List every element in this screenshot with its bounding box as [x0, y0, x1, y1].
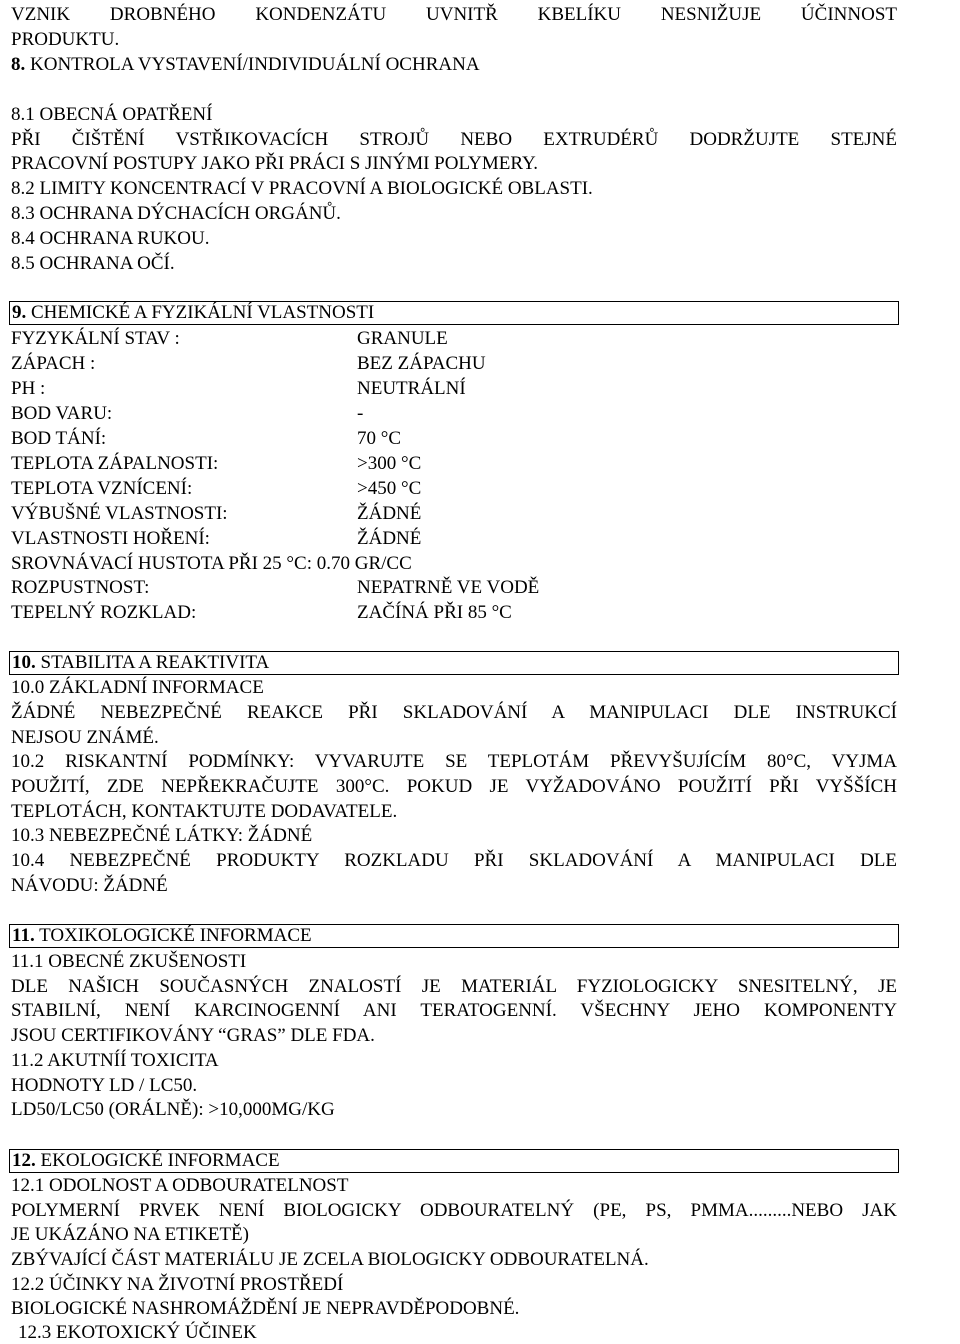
property-value: ŽÁDNÉ: [357, 528, 422, 549]
section-10-heading: 10. STABILITA A REAKTIVITA: [9, 651, 899, 675]
s10-text-line: TEPLOTÁCH, KONTAKTUJTE DODAVATELE.: [11, 801, 398, 822]
section-12-heading: 12. EKOLOGICKÉ INFORMACE: [9, 1149, 899, 1173]
property-value: 70 °C: [357, 428, 402, 449]
s12-text-line: JE UKÁZÁNO NA ETIKETĚ): [11, 1224, 249, 1245]
property-label: BOD VARU:: [11, 403, 113, 424]
property-label: TEPLOTA ZÁPALNOSTI:: [11, 453, 219, 474]
s10-text-line: 10.4 NEBEZPEČNÉ PRODUKTY ROZKLADU PŘI SKLADOVÁNÍ A MANIPULACI DLE: [11, 850, 897, 871]
s11-text-line: HODNOTY LD / LC50.: [11, 1075, 198, 1096]
s11-text-line: JSOU CERTIFIKOVÁNY “GRAS” DLE FDA.: [11, 1025, 375, 1046]
s7-text-line: PRODUKTU.: [11, 29, 120, 50]
s12-text-line: POLYMERNÍ PRVEK NENÍ BIOLOGICKY ODBOURATELNÝ (PE, PS, PMMA.........NEBO JAK: [11, 1200, 897, 1221]
s10-text-line: NEJSOU ZNÁMÉ.: [11, 727, 159, 748]
s11-text-line: LD50/LC50 (ORÁLNĚ): >10,000MG/KG: [11, 1099, 335, 1120]
property-label: ZÁPACH :: [11, 353, 96, 374]
property-value: BEZ ZÁPACHU: [357, 353, 486, 374]
property-label: PH :: [11, 378, 46, 399]
s12-text-line: ZBÝVAJÍCÍ ČÁST MATERIÁLU JE ZCELA BIOLOGICKY ODBOURATELNÁ.: [11, 1249, 649, 1270]
section-11-heading: 11. TOXIKOLOGICKÉ INFORMACE: [9, 924, 899, 948]
property-value: ŽÁDNÉ: [357, 503, 422, 524]
s12-subheading: 12.2 ÚČINKY NA ŽIVOTNÍ PROSTŘEDÍ: [11, 1274, 344, 1295]
s10-text-line: POUŽITÍ, ZDE NEPŘEKRAČUJTE 300°C. POKUD JE VYŽADOVÁNO POUŽITÍ PŘI VYŠŠÍCH: [11, 776, 897, 797]
s10-subheading: 10.0 ZÁKLADNÍ INFORMACE: [11, 677, 264, 698]
s12-subheading: 12.1 ODOLNOST A ODBOURATELNOST: [11, 1175, 349, 1196]
s10-subheading: 10.3 NEBEZPEČNÉ LÁTKY: ŽÁDNÉ: [11, 825, 313, 846]
property-label: BOD TÁNÍ:: [11, 428, 107, 449]
s10-text-line: ŽÁDNÉ NEBEZPEČNÉ REAKCE PŘI SKLADOVÁNÍ A MANIPULACI DLE INSTRUKCÍ: [11, 702, 897, 723]
property-label: TEPLOTA VZNÍCENÍ:: [11, 478, 193, 499]
s11-text-line: DLE NAŠICH SOUČASNÝCH ZNALOSTÍ JE MATERIÁL FYZIOLOGICKY SNESITELNÝ, JE: [11, 976, 897, 997]
section-8-heading: 8. KONTROLA VYSTAVENÍ/INDIVIDUÁLNÍ OCHRANA: [11, 54, 480, 75]
s7-text-line: VZNIK DROBNÉHO KONDENZÁTU UVNITŘ KBELÍKU NESNIŽUJE ÚČINNOST: [11, 4, 897, 25]
s8-subheading: 8.3 OCHRANA DÝCHACÍCH ORGÁNŮ.: [11, 203, 341, 224]
property-value: NEPATRNĚ VE VODĚ: [357, 577, 540, 598]
s8-text-line: PŘI ČIŠTĚNÍ VSTŘIKOVACÍCH STROJŮ NEBO EXTRUDÉRŮ DODRŽUJTE STEJNÉ: [11, 129, 897, 150]
s11-subheading: 11.1 OBECNÉ ZKUŠENOSTI: [11, 951, 247, 972]
property-value: >300 °C: [357, 453, 422, 474]
s8-text-line: PRACOVNÍ POSTUPY JAKO PŘI PRÁCI S JINÝMI POLYMERY.: [11, 153, 539, 174]
property-value: >450 °C: [357, 478, 422, 499]
s8-subheading: 8.5 OCHRANA OČÍ.: [11, 253, 175, 274]
property-value: -: [357, 403, 364, 424]
s8-subheading: 8.2 LIMITY KONCENTRACÍ V PRACOVNÍ A BIOLOGICKÉ OBLASTI.: [11, 178, 593, 199]
s11-text-line: STABILNÍ, NENÍ KARCINOGENNÍ ANI TERATOGENNÍ. VŠECHNY JEHO KOMPONENTY: [11, 1000, 897, 1021]
s10-text-line: 10.2 RISKANTNÍ PODMÍNKY: VYVARUJTE SE TEPLOTÁM PŘEVYŠUJÍCÍM 80°C, VYJMA: [11, 751, 897, 772]
property-label: ROZPUSTNOST:: [11, 577, 150, 598]
density-line: SROVNÁVACÍ HUSTOTA PŘI 25 °C: 0.70 GR/CC: [11, 553, 412, 574]
property-label: VLASTNOSTI HOŘENÍ:: [11, 528, 210, 549]
property-label: TEPELNÝ ROZKLAD:: [11, 602, 197, 623]
s12-subheading: 12.3 EKOTOXICKÝ ÚČINEK: [18, 1322, 257, 1343]
section-9-heading: 9. CHEMICKÉ A FYZIKÁLNÍ VLASTNOSTI: [9, 301, 899, 325]
property-value: ZAČÍNÁ PŘI 85 °C: [357, 602, 512, 623]
s12-text-line: BIOLOGICKÉ NASHROMÁŽDĚNÍ JE NEPRAVDĚPODOBNÉ.: [11, 1298, 520, 1319]
property-label: FYZYKÁLNÍ STAV :: [11, 328, 180, 349]
s11-subheading: 11.2 AKUTNÍÍ TOXICITA: [11, 1050, 219, 1071]
s8-subheading: 8.4 OCHRANA RUKOU.: [11, 228, 210, 249]
property-value: GRANULE: [357, 328, 448, 349]
s10-text-line: NÁVODU: ŽÁDNÉ: [11, 875, 168, 896]
s8-subheading: 8.1 OBECNÁ OPATŘENÍ: [11, 104, 213, 125]
property-label: VÝBUŠNÉ VLASTNOSTI:: [11, 503, 228, 524]
property-value: NEUTRÁLNÍ: [357, 378, 466, 399]
